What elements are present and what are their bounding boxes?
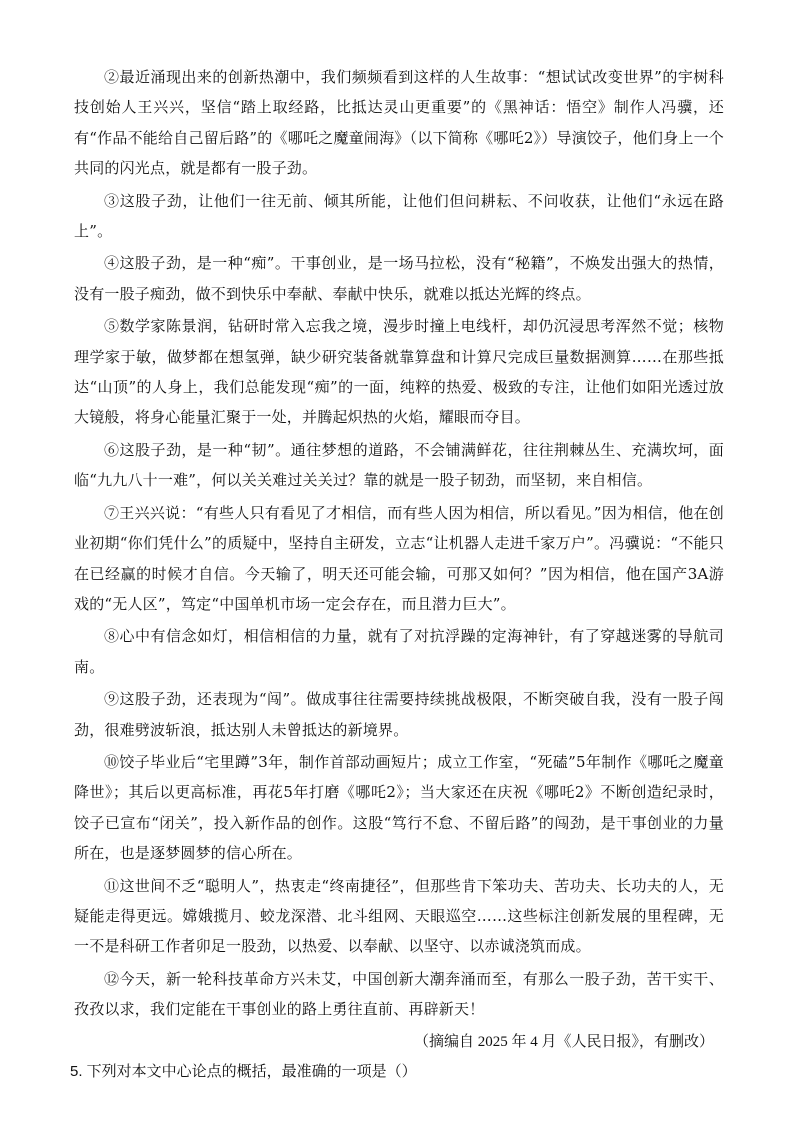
article-source: （摘编自 2025 年 4 月《人民日报》，有删改） bbox=[413, 1033, 714, 1050]
paragraph-7: ⑦王兴兴说：“有些人只有看见了才相信，而有些人因为相信，所以看见。”因为相信，他在创业初期“你们凭什么”的质疑中，坚持自主研发，立志“让机器人走进千家万户”。冯骥说：“不能只在已经赢的时候才自信。今天输了，明天还可能会输，可那又如何？”因为相信，他在国产3A游戏的“无人区”，笃定“中国单机市场一定会存在，而且潜力巨大”。 bbox=[74, 503, 724, 613]
question-5: 5. 下列对本文中心论点的概括，最准确的一项是（） bbox=[70, 1062, 417, 1080]
paragraph-10: ⑩饺子毕业后“宅里蹲”3年，制作首部动画短片；成立工作室，“死磕”5年制作《哪吒之魔童降世》；其后以更高标准，再花5年打磨《哪吒2》；当大家还在庆祝《哪吒2》不断创造纪录时，饺子已宣布“闭关”，投入新作品的创作。这股“笃行不怠、不留后路”的闯劲，是干事创业的力量所在，也是逐梦圆梦的信心所在。 bbox=[74, 752, 724, 863]
paragraph-3: ③这股子劲，让他们一往无前、倾其所能，让他们但问耕耘、不问收获，让他们“永远在路上”。 bbox=[74, 191, 724, 241]
paragraph-12: ⑫今天，新一轮科技革命方兴未艾，中国创新大潮奔涌而至，有那么一股子劲，苦干实干、孜孜以求，我们定能在干事创业的路上勇往直前、再辟新天！ bbox=[74, 969, 724, 1019]
paragraph-5: ⑤数学家陈景润，钻研时常入忘我之境，漫步时撞上电线杆，却仍沉浸思考浑然不觉；核物理学家于敏，做梦都在想氢弹，缺少研究装备就靠算盘和计算尺完成巨量数据测算……在那些抵达“山顶”的人身上，我们总能发现“痴”的一面，纯粹的热爱、极致的专注，让他们如阳光透过放大镜般，将身心能量汇聚于一处，并腾起炽热的火焰，耀眼而夺目。 bbox=[74, 317, 724, 427]
paragraph-6: ⑥这股子劲，是一种“韧”。通往梦想的道路，不会铺满鲜花，往往荆棘丛生、充满坎坷，面临“九九八十一难”，何以关关难过关关过？靠的就是一股子韧劲，而坚韧，来自相信。 bbox=[74, 440, 724, 490]
paragraph-9: ⑨这股子劲，还表现为“闯”。做成事往往需要持续挑战极限，不断突破自我，没有一股子闯劲，很难劈波斩浪，抵达别人未曾抵达的新境界。 bbox=[74, 690, 724, 739]
paragraph-4: ④这股子劲，是一种“痴”。干事创业，是一场马拉松，没有“秘籍”，不焕发出强大的热情，没有一股子痴劲，做不到快乐中奉献、奉献中快乐，就难以抵达光辉的终点。 bbox=[74, 254, 724, 303]
paragraph-11: ⑪这世间不乏“聪明人”，热衷走“终南捷径”，但那些肯下笨功夫、苦功夫、长功夫的人，无疑能走得更远。嫦娥揽月、蛟龙深潜、北斗组网、天眼巡空……这些标注创新发展的里程碑，无一不是科研工作者卯足一股劲，以热爱、以奉献、以坚守、以赤诚浇筑而成。 bbox=[74, 876, 724, 956]
paragraph-8: ⑧心中有信念如灯，相信相信的力量，就有了对抗浮躁的定海神针，有了穿越迷雾的导航司南。 bbox=[74, 627, 724, 676]
document-page bbox=[70, 62, 724, 1087]
paragraph-2: ②最近涌现出来的创新热潮中，我们频频看到这样的人生故事：“想试试改变世界”的宇树科技创始人王兴兴，坚信“踏上取经路，比抵达灵山更重要”的《黑神话：悟空》制作人冯骥，还有“作品不能给自己留后路”的《哪吒之魔童闹海》（以下简称《哪吒2》）导演饺子，他们身上一个共同的闪光点，就是都有一股子劲。 bbox=[74, 68, 724, 178]
